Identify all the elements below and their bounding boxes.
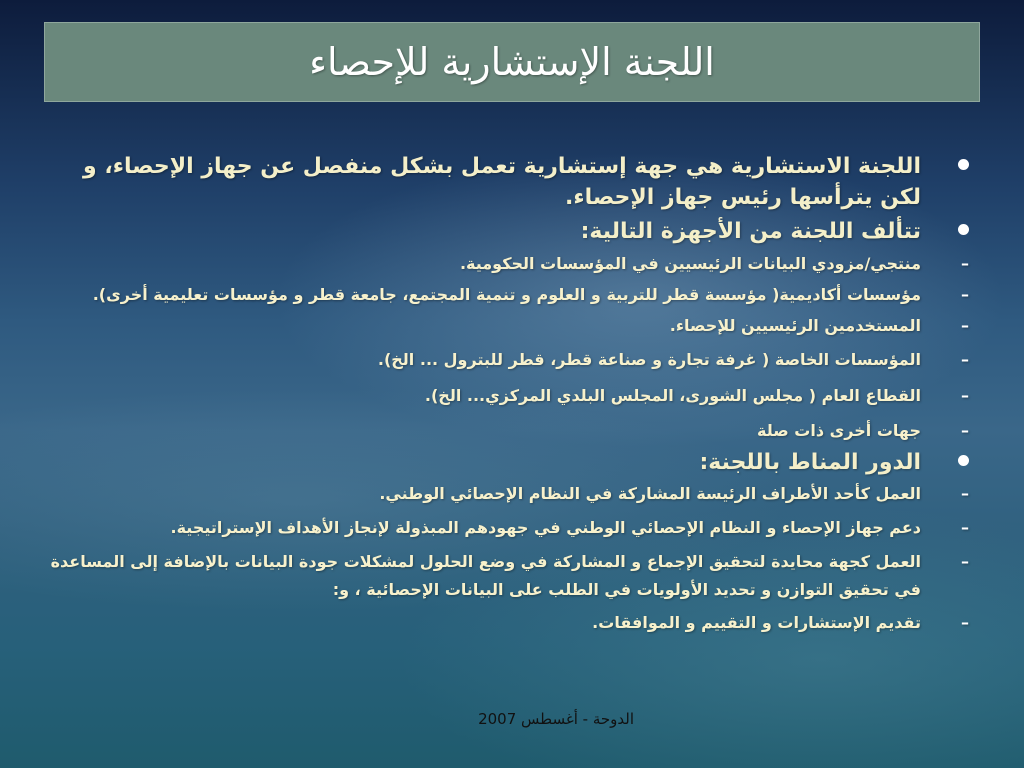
footer-year: 2007 xyxy=(478,710,517,728)
dash-marker: – xyxy=(961,518,969,537)
dash-marker: – xyxy=(961,285,969,304)
subitem xyxy=(44,514,969,542)
subitem xyxy=(44,281,969,309)
subitem-text: تقديم الإستشارات و التقييم و الموافقات. xyxy=(592,613,921,632)
dash-marker: – xyxy=(961,386,969,405)
subitem-text: العمل كأحد الأطراف الرئيسة المشاركة في النظام الإحصائي الوطني. xyxy=(379,484,921,503)
subitem xyxy=(44,312,969,340)
subitem-text: القطاع العام ( مجلس الشورى، المجلس البلدي المركزي... الخ). xyxy=(424,386,921,405)
dash-marker: – xyxy=(961,421,969,440)
dash-marker: – xyxy=(961,254,969,273)
subitem xyxy=(44,548,969,604)
bullet-item-2 xyxy=(44,216,969,247)
slide-title: اللجنة الإستشارية للإحصاء xyxy=(309,40,715,84)
dash-marker: – xyxy=(961,552,969,571)
subitem xyxy=(44,609,969,637)
footer-location-date: الدوحة - أغسطس xyxy=(521,710,634,728)
subitem xyxy=(44,417,969,445)
subitem xyxy=(44,382,969,410)
title-bar xyxy=(44,22,980,102)
subitem xyxy=(44,480,969,508)
subitem-text: المستخدمين الرئيسيين للإحصاء. xyxy=(669,316,921,335)
subitem-text: العمل كجهة محايدة لتحقيق الإجماع و المشاركة في وضع الحلول لمشكلات جودة البيانات بالإضافة إلى المساعدة في تحقيق التوازن و تحديد الأولويات في الطلب على البيانات الإحصائية ، و: xyxy=(50,552,921,599)
bullet-item-1 xyxy=(44,151,969,213)
subitem-text: منتجي/مزودي البيانات الرئيسيين في المؤسسات الحكومية. xyxy=(459,254,921,273)
footer xyxy=(434,707,634,731)
bullet-dot xyxy=(958,455,969,466)
subitem xyxy=(44,250,969,278)
subitem-text: دعم جهاز الإحصاء و النظام الإحصائي الوطني في جهودهم المبذولة لإنجاز الأهداف الإستراتيجية. xyxy=(170,518,921,537)
bullet-text: اللجنة الاستشارية هي جهة إستشارية تعمل بشكل منفصل عن جهاز الإحصاء، و لكن يترأسها رئيس جهاز الإحصاء. xyxy=(83,154,921,210)
bullet-text: الدور المناط باللجنة: xyxy=(699,450,921,475)
subitem-text: مؤسسات أكاديمية( مؤسسة قطر للتربية و العلوم و تنمية المجتمع، جامعة قطر و مؤسسات تعليمية أخرى). xyxy=(92,285,921,304)
bullet-text: تتألف اللجنة من الأجهزة التالية: xyxy=(580,219,921,244)
dash-marker: – xyxy=(961,613,969,632)
bullet-item-3 xyxy=(44,447,969,478)
dash-marker: – xyxy=(961,316,969,335)
subitem-text: جهات أخرى ذات صلة xyxy=(757,421,921,440)
bullet-dot xyxy=(958,224,969,235)
dash-marker: – xyxy=(961,484,969,503)
bullet-dot xyxy=(958,159,969,170)
subitem xyxy=(44,346,969,374)
dash-marker: – xyxy=(961,350,969,369)
slide-content xyxy=(44,151,969,637)
subitem-text: المؤسسات الخاصة ( غرفة تجارة و صناعة قطر، قطر للبترول ... الخ). xyxy=(377,350,921,369)
